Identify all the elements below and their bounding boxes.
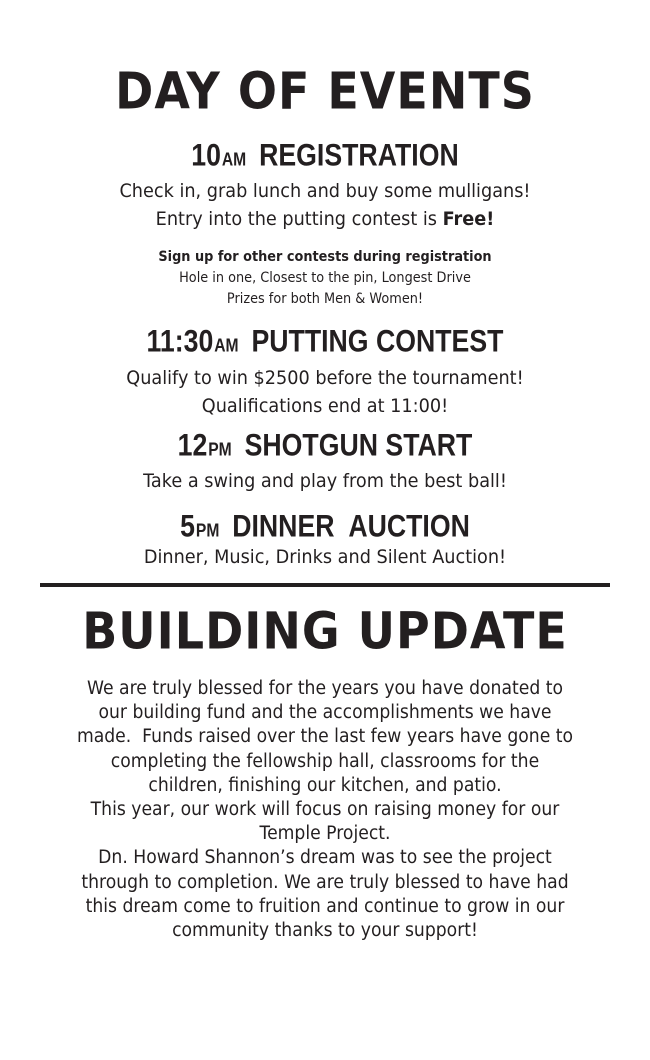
event-name: PUTTING CONTEST xyxy=(251,324,504,360)
body-line: This year, our work will focus on raising money for our xyxy=(90,799,560,821)
event-time-suffix: AM xyxy=(221,149,247,170)
body-line: We are truly blessed for the years you have donated to xyxy=(86,678,563,699)
event-name: DINNER AUCTION xyxy=(232,509,470,545)
event-description: Qualifications end at 11:00! xyxy=(201,395,449,417)
event-dinner-auction-title xyxy=(26,510,624,549)
body-line: made. Funds raised over the last few years have gone to xyxy=(76,726,574,748)
event-description-text: Entry into the putting contest is xyxy=(155,208,443,230)
event-time-suffix: PM xyxy=(208,439,232,460)
body-line: Temple Project. xyxy=(259,823,391,845)
body-line: this dream come to fruition and continue to grow in our xyxy=(85,895,565,917)
event-time-suffix: AM xyxy=(214,335,239,356)
event-registration-title xyxy=(26,139,624,178)
body-line: through to completion. We are truly blessed to have had xyxy=(81,871,569,893)
day-of-events-heading: DAY OF EVENTS xyxy=(115,61,535,121)
event-description: Dinner, Music, Drinks and Silent Auction! xyxy=(143,546,507,568)
event-time: 12 xyxy=(177,428,208,464)
building-update-body xyxy=(60,677,590,943)
event-name: SHOTGUN START xyxy=(244,428,473,464)
prizes-note: Prizes for both Men & Women! xyxy=(226,291,424,307)
event-shotgun-start-title xyxy=(26,429,624,468)
event-putting-contest-title xyxy=(26,325,624,364)
event-time: 11:30 xyxy=(146,324,214,360)
event-time: 10 xyxy=(191,138,221,174)
body-line: completing the fellowship hall, classrooms for the xyxy=(110,750,540,772)
building-update-heading: BUILDING UPDATE xyxy=(82,601,568,661)
event-time: 5 xyxy=(180,509,195,545)
contest-list: Hole in one, Closest to the pin, Longest Drive xyxy=(179,270,471,286)
event-name: REGISTRATION xyxy=(259,138,459,174)
event-description: Check in, grab lunch and buy some mulligans! xyxy=(119,180,531,202)
event-time-suffix: PM xyxy=(195,520,220,541)
signup-heading: Sign up for other contests during registration xyxy=(158,249,492,265)
body-line: children, finishing our kitchen, and patio. xyxy=(148,774,502,796)
event-description xyxy=(23,206,628,233)
body-line: Dn. Howard Shannon’s dream was to see the project xyxy=(98,847,552,869)
body-line: community thanks to your support! xyxy=(172,920,478,942)
section-divider xyxy=(40,583,610,587)
free-emphasis: Free! xyxy=(442,208,495,230)
event-description: Qualify to win $2500 before the tournament! xyxy=(126,367,524,389)
body-line: our building fund and the accomplishments we have xyxy=(98,702,552,724)
event-description: Take a swing and play from the best ball! xyxy=(143,470,507,492)
